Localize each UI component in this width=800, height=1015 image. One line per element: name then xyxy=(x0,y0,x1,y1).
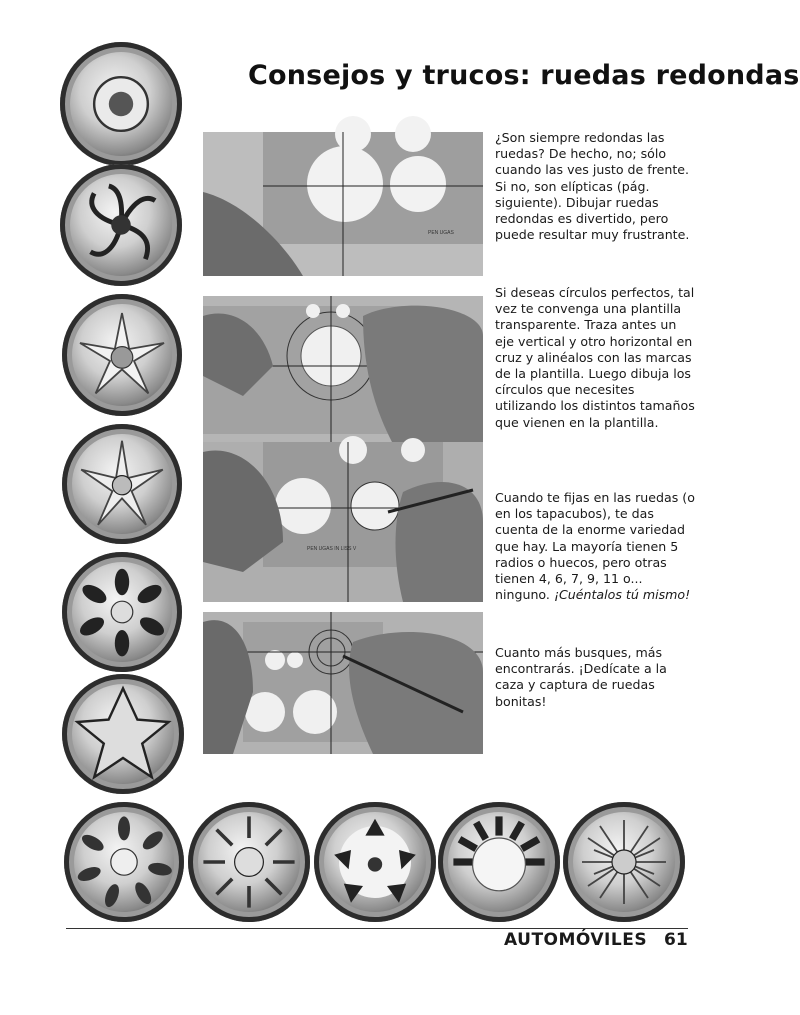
paragraph-3-text: Cuando te fijas en las ruedas (o en los tapacubos), te das cuenta de la enorme variedad que hay. La mayoría tienen 5 radios o huecos, pero otras tienen 4, 6, 7, 9, 11 o... ninguno. xyxy=(495,490,695,603)
template-brand-label-2: PEN UGAS IN LISS V xyxy=(307,546,357,552)
hubcap-image-10 xyxy=(438,802,560,922)
paragraph-4: Cuanto más busques, más encontrarás. ¡Dedícate a la caza y captura de ruedas bonitas! xyxy=(495,645,667,709)
paragraph-2: Si deseas círculos perfectos, tal vez te convenga una plantilla transparente. Traza antes un eje vertical y otro horizontal en cruz y alinéalos con las marcas de la plantilla. Luego dibuja los círculos que necesites utilizando los distintos tamaños que vienen en la plantilla. xyxy=(495,285,695,430)
paragraph-3 xyxy=(495,490,695,603)
template-photo-4 xyxy=(203,612,483,754)
hubcap-image-4 xyxy=(62,424,182,544)
hubcap-image-3 xyxy=(62,294,182,416)
hubcap-image-7 xyxy=(64,802,184,922)
footer-rule xyxy=(66,928,688,929)
paragraph-1: ¿Son siempre redondas las ruedas? De hecho, no; sólo cuando las ves justo de frente. Si no, son elípticas (pág. siguiente). Dibujar ruedas redondas es divertido, pero puede resultar muy frustrante. xyxy=(495,130,690,243)
hubcap-image-8 xyxy=(188,802,310,922)
template-photo-1 xyxy=(203,132,483,276)
hubcap-image-9 xyxy=(314,802,436,922)
footer-section-title: AUTOMÓVILES xyxy=(504,930,648,950)
page-title: Consejos y trucos: ruedas redondas xyxy=(248,60,800,91)
page-number: 61 xyxy=(664,930,688,950)
hubcap-image-1 xyxy=(60,42,182,166)
hubcap-image-11 xyxy=(563,802,685,922)
template-photo-2 xyxy=(203,296,483,444)
template-photo-3 xyxy=(203,442,483,602)
hubcap-image-5 xyxy=(62,552,182,672)
hubcap-image-2 xyxy=(60,164,182,286)
paragraph-3-italic: ¡Cuéntalos tú mismo! xyxy=(553,587,691,603)
hubcap-image-6 xyxy=(62,674,184,794)
template-brand-label: PEN UGAS xyxy=(428,230,454,236)
